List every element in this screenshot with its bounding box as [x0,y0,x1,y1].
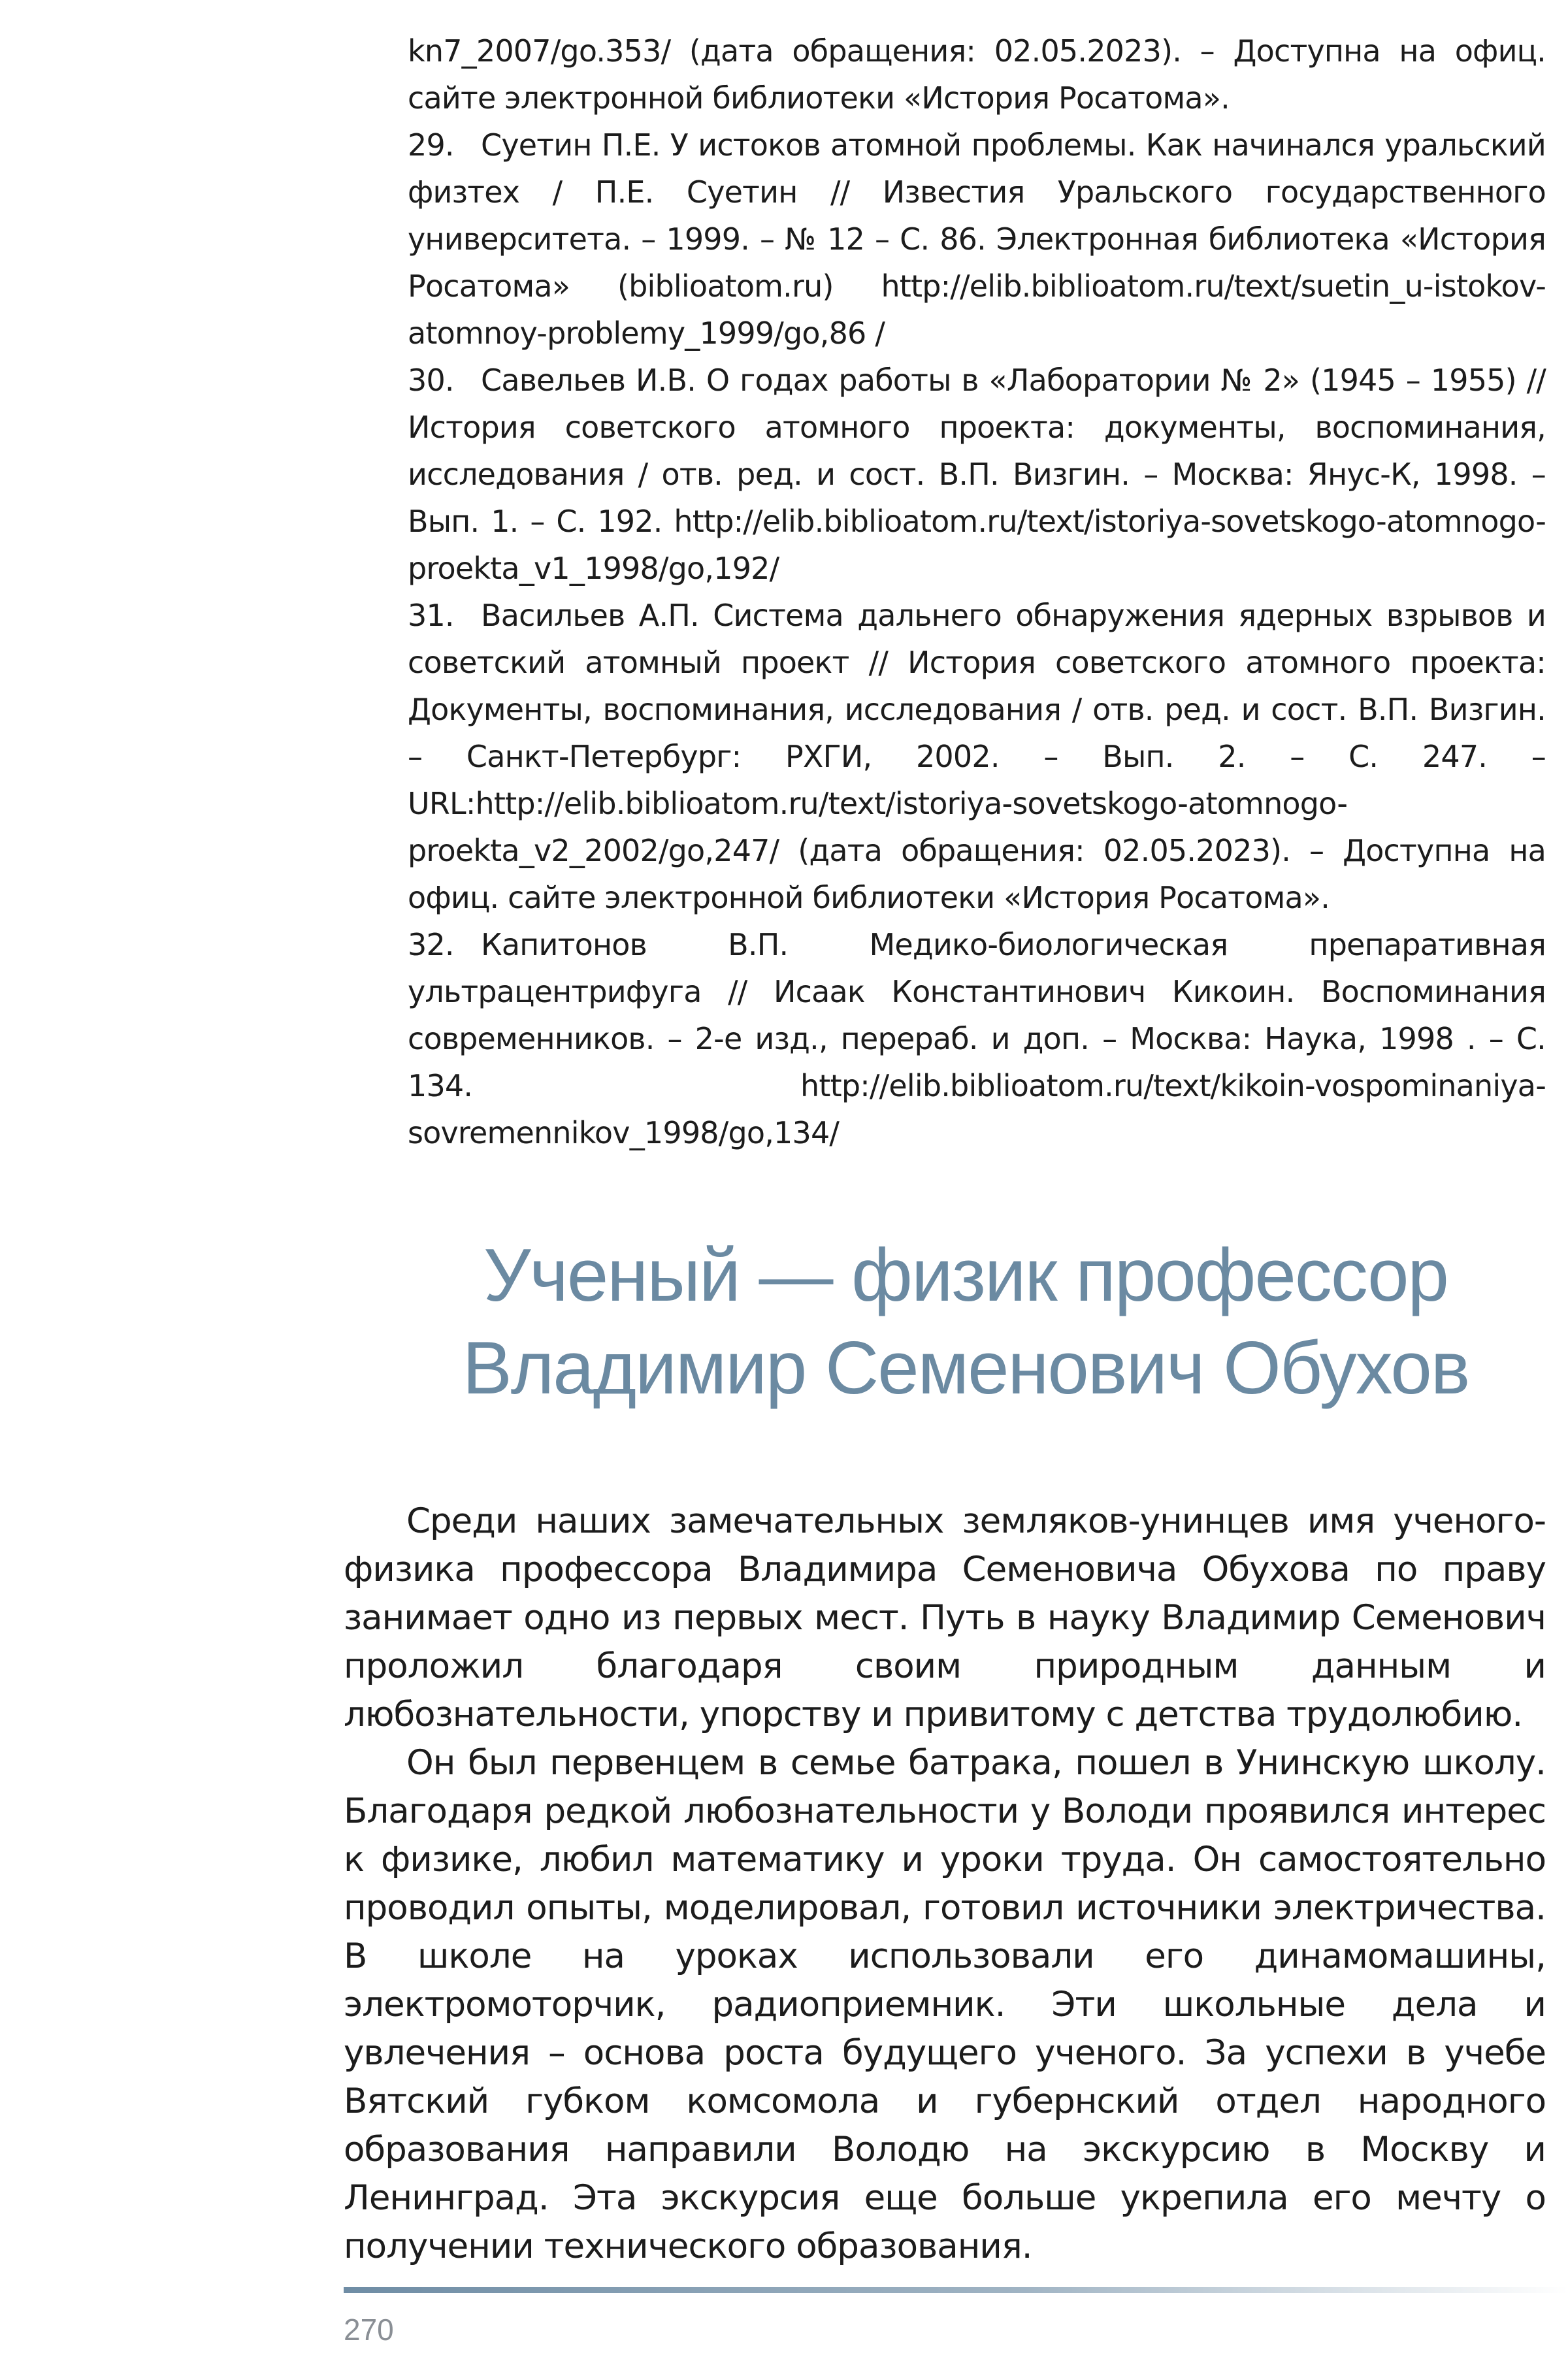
reference-item [408,27,1546,122]
article-title-line-2: Владимир Семенович Обухов [462,1327,1469,1410]
reference-text: Суетин П.Е. У истоков атомной проблемы. Как начинался уральский физтех / П.Е. Суетин // Известия Уральского государственного университета. – 1999. – № 12 – С. 86. Электронная библиотека «История Росатома» (biblioatom.ru) http://elib.biblioatom.ru/text/suetin_u-istokov-atomnoy-problemy_1999/go,86 / [408,127,1546,351]
reference-number: 29. [408,127,454,163]
reference-number: 30. [408,363,454,398]
article-paragraph: Он был первенцем в семье батрака, пошел в Унинскую школу. Благодаря редкой любознательности у Володи проявился интерес к физике, любил математику и уроки труда. Он самостоятельно проводил опыты, моделировал, готовил источники электричества. В школе на уроках использовали его динамомашины, электромоторчик, радиоприемник. Эти школьные дела и увлечения – основа роста будущего ученого. За успехи в учебе Вятский губком комсомола и губернский отдел народного образования направили Володю на экскурсию в Москву и Ленинград. Эта экскурсия еще больше укрепила его мечту о получении технического образования. [344,1743,1546,2266]
reference-item [408,921,1546,1156]
article-title [314,1229,1568,1415]
references-list [408,27,1546,1156]
reference-number: 32. [408,927,454,962]
reference-item [408,592,1546,921]
reference-text: Васильев А.П. Система дальнего обнаружения ядерных взрывов и советский атомный проект // История советского атомного проекта: Документы, воспоминания, исследования / отв. ред. и сост. В.П. Визгин. – Санкт-Петербург: РХГИ, 2002. – Вып. 2. – С. 247. – URL:http://elib.biblioatom.ru/text/istoriya-sovetskogo-atomnogo-proekta_v2_2002/go,247/ (дата обращения: 02.05.2023). – Доступна на офиц. сайте электронной библиотеки «История Росатома». [408,598,1546,915]
article-body [344,1497,1546,2271]
reference-text: Капитонов В.П. Медико-биологическая препаративная ультрацентрифуга // Исаак Константинович Кикоин. Воспоминания современников. – 2-е изд., перераб. и доп. – Москва: Наука, 1998 . – С. 134. http://elib.biblioatom.ru/text/kikoin-vospominaniya-sovremennikov_1998/go,134/ [408,927,1546,1150]
reference-item [408,357,1546,592]
reference-text: kn7_2007/go.353/ (дата обращения: 02.05.2023). – Доступна на офиц. сайте электронной библиотеки «История Росатома». [408,33,1546,116]
article-title-line-1: Ученый — физик профессор [483,1234,1448,1317]
article-paragraph: Среди наших замечательных земляков-унинцев имя ученого-физика профессора Владимира Семеновича Обухова по праву занимает одно из первых мест. Путь в науку Владимир Семенович проложил благодаря своим природным данным и любознательности, упорству и привитому с детства трудолюбию. [344,1501,1546,1734]
reference-item [408,122,1546,357]
page-number: 270 [344,2313,394,2347]
reference-text: Савельев И.В. О годах работы в «Лаборатории № 2» (1945 – 1955) // История советского атомного проекта: документы, воспоминания, исследования / отв. ред. и сост. В.П. Визгин. – Москва: Янус-К, 1998. – Вып. 1. – С. 192. http://elib.biblioatom.ru/text/istoriya-sovetskogo-atomnogo-proekta_v1_1998/go,192/ [408,363,1546,586]
footer-divider [344,2287,1568,2293]
reference-number: 31. [408,598,454,633]
